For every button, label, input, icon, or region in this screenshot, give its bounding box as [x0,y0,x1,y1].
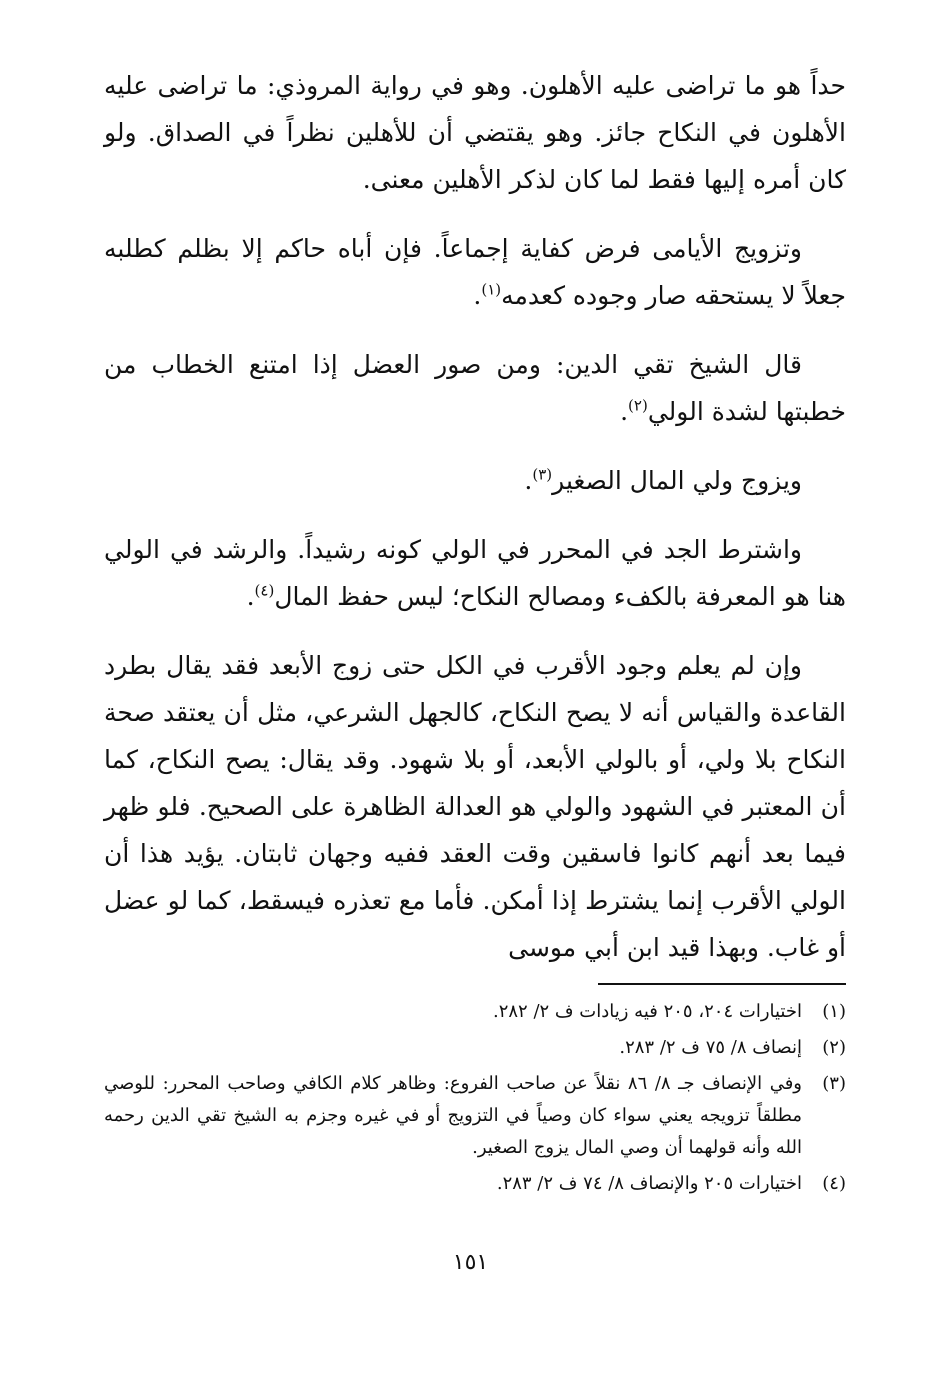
paragraph-3-text: قال الشيخ تقي الدين: ومن صور العضل إذا امتنع الخطاب من خطبتها لشدة الولي [104,350,846,426]
paragraph-1 [104,62,846,203]
footnote-4 [104,1168,846,1200]
page-number: ١٥١ [452,1250,489,1275]
main-text [104,62,846,971]
footnote-text: اختيارات ٢٠٥ والإنصاف ٨/ ٧٤ ف ٢/ ٢٨٣. [496,1173,802,1194]
footnote-ref-4: (٤) [254,581,275,600]
footnotes [104,996,846,1204]
footnote-1 [104,996,846,1028]
paragraph-4: ويزوج ولي المال الصغير$^{(٣)}$. [524,465,802,495]
footnote-2 [104,1032,846,1064]
paragraph-2: وتزويج الأيامى فرض كفاية إجماعاً. فإن أباه حاكم إلا بظلم كطلبه جعلاً لا يستحقه صار وجوده كعدمه$^{(١)}$. [104,234,846,310]
paragraph-1-text: حداً هو ما تراضى عليه الأهلون. وهو في رواية المروذي: ما تراضى عليه الأهلون في النكاح جائز. وهو يقتضي أن للأهلين نظراً في الصداق. ولو كان أمره إليها فقط لما كان لذكر الأهلين معنى. [104,71,846,194]
paragraph-6-text: وإن لم يعلم وجود الأقرب في الكل حتى زوج الأبعد فقد يقال بطرد القاعدة والقياس أنه لا يصح النكاح، كالجهل الشرعي، مثل أن يعتقد صحة النكاح بلا ولي، أو بالولي الأبعد، أو بلا شهود. وقد يقال: يصح النكاح، كما أن المعتبر في الشهود والولي هو العدالة الظاهرة على الصحيح. فلو ظهر فيما بعد أنهم كانوا فاسقين وقت العقد ففيه وجهان ثابتان. يؤيد هذا أن الولي الأقرب إنما يشترط إذا أمكن. فأما مع تعذره فيسقط، كما لو عضل أو غاب. وبهذا قيد ابن أبي موسى [104,651,846,962]
footnote-number: (٤) [822,1173,846,1194]
paragraph-5-text: واشترط الجد في المحرر في الولي كونه رشيداً. والرشد في الولي هنا هو المعرفة بالكفء ومصالح النكاح؛ ليس حفظ المال [104,535,846,611]
paragraph-3: قال الشيخ تقي الدين: ومن صور العضل إذا امتنع الخطاب من خطبتها لشدة الولي$^{(٢)}$. [104,350,846,426]
footnote-ref-1: (١) [481,280,502,299]
footnote-number: (١) [822,1001,846,1022]
paragraph-2-text: وتزويج الأيامى فرض كفاية إجماعاً. فإن أباه حاكم إلا بظلم كطلبه جعلاً لا يستحقه صار وجوده كعدمه [104,234,846,310]
paragraph-5: واشترط الجد في المحرر في الولي كونه رشيداً. والرشد في الولي هنا هو المعرفة بالكفء ومصالح النكاح؛ ليس حفظ المال$^{(٤)}$. [104,535,846,611]
paragraph-4-text: ويزوج ولي المال الصغير [552,466,802,495]
footnote-3 [104,1068,846,1164]
footnote-text: إنصاف ٨/ ٧٥ ف ٢/ ٢٨٣. [619,1037,802,1058]
footnote-number: (٣) [822,1073,846,1094]
footnote-separator [598,983,846,985]
footnote-ref-3: (٣) [532,465,553,484]
footnote-number: (٢) [822,1037,846,1058]
footnote-text: اختيارات ٢٠٤، ٢٠٥ فيه زيادات ف ٢/ ٢٨٢. [492,1001,802,1022]
footnote-ref-2: (٢) [628,396,648,415]
footnote-text: وفي الإنصاف جـ ٨/ ٨٦ نقلاً عن صاحب الفروع: وظاهر كلام الكافي وصاحب المحرر: للوصي مطلقاً تزويجه يعني سواء كان وصياً في التزويج أو في غيره وجزم به الشيخ تقي الدين رحمه الله وأنه قولهما أن وصي المال يزوج الصغير. [104,1073,802,1158]
paragraph-6 [104,642,846,971]
